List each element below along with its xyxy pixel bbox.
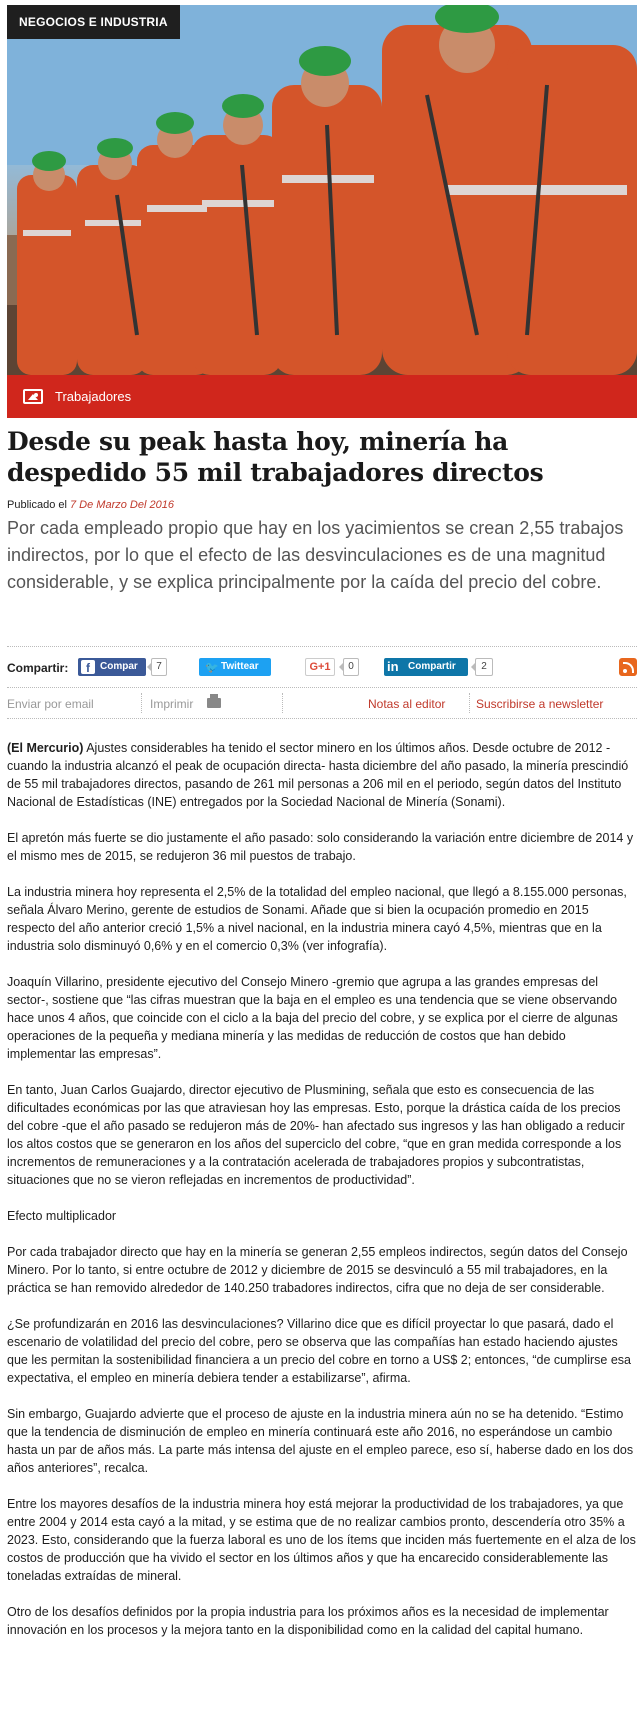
twitter-share-button[interactable]: [199, 658, 271, 676]
paragraph: Joaquín Villarino, presidente ejecutivo del Consejo Minero -gremio que agrupa a las grandes empresas del sector-, sostiene que “las cifras muestran que la baja en el empleo es una tendencia que se viene observando hace unos 4 años, que coincide con el ciclo a la baja del precio del cobre, y se explica por el cierre de algunas operaciones de la pequeña y mediana minería y las medidas de reducción de costos que han debido implementar las empresas”.: [7, 975, 618, 1061]
paragraph: El apretón más fuerte se dio justamente el año pasado: solo considerando la variación entre diciembre de 2014 y el mismo mes de 2015, se redujeron 36 mil puestos de trabajo.: [7, 831, 634, 863]
linkedin-share-button[interactable]: [384, 658, 468, 676]
share-bar: [7, 655, 637, 681]
article-tools: [7, 693, 637, 715]
divider: [7, 718, 637, 719]
paragraph: [7, 739, 637, 811]
paragraph: La industria minera hoy representa el 2,5% de la totalidad del empleo nacional, que llegó a 8.155.000 personas, señala Álvaro Merino, gerente de estudios de Sonami. Añade que si bien la ocupación promedio en 2015 respecto del año anterior creció 1,5% a nivel nacional, en la industria minera cayó 4,5%, mientras que en la industria solo disminuyó 0,6% y en el comercio 0,3% (ver infografía).: [7, 885, 627, 953]
subheading: Efecto multiplicador: [7, 1209, 117, 1223]
email-link[interactable]: Enviar por email: [7, 697, 94, 711]
facebook-share-count: 7: [151, 658, 167, 676]
share-label: Compartir:: [7, 661, 69, 675]
paragraph: Sin embargo, Guajardo advierte que el proceso de ajuste en la industria minera aún no se ha detenido. “Estimo que la tendencia de disminución de empleo en minería continuará este año 2016, no esperándose un cambio hasta un par de años más. La parte más intensa del ajuste en el empleo parece, eso sí, haberse dado en los dos años anteriores”, recalca.: [7, 1407, 634, 1475]
article-body: [7, 739, 637, 1657]
facebook-icon: f: [81, 660, 95, 674]
photo-caption: Trabajadores: [55, 389, 132, 404]
article-lead: Por cada empleado propio que hay en los yacimientos se crean 2,55 trabajos indirectos, por lo que el efecto de las desvinculaciones es de una magnitud considerable, y se explica principalmente por la caída del precio del cobre.: [7, 518, 624, 592]
divider: [7, 646, 637, 647]
miners-photo-illustration: [7, 5, 637, 375]
paragraph: Entre los mayores desafíos de la industria minera hoy está mejorar la productividad de los trabajadores, ya que entre 2004 y 2014 esta cayó a la mitad, y se estima que de no realizar cambios pronto, descendería otro 35% a 2023. Esto, considerando que la fuerza laboral es uno de los ítems que inciden más fuertemente en el alza de los costos de producción que ha vivido el sector en los últimos años y que ha encarecido considerablemente las toneladas extraídas de mineral.: [7, 1497, 636, 1583]
paragraph: En tanto, Juan Carlos Guajardo, director ejecutivo de Plusmining, señala que esto es consecuencia de las dificultades económicas por las que atraviesan hoy las empresas. Esto, porque la drástica caída de los precios del cobre -que el año pasado se redujeron más de 20%- han afectado sus ingresos y las han obligado a reducir los altos costos que se generaron en los años del superciclo del cobre, “que en gran medida corresponde a los incrementos de remuneraciones y a la contratación acelerada de trabajadores propios y subcontratistas, situaciones que no se vieron reflejadas en incrementos de productividad”.: [7, 1083, 625, 1187]
linkedin-share-count: 2: [475, 658, 493, 676]
byline: [7, 499, 174, 511]
hero-photo[interactable]: [7, 5, 637, 375]
image-icon: [23, 389, 43, 404]
tools-separator: [469, 693, 470, 713]
published-date: 7 De Marzo Del 2016: [70, 499, 174, 511]
twitter-share-label: Twittear: [221, 661, 259, 672]
paragraph: Por cada trabajador directo que hay en la minería se generan 2,55 empleos indirectos, según datos del Consejo Minero. Por lo tanto, si entre octubre de 2012 y diciembre de 2015 se desvinculó a 55 mil trabajadores, en la práctica se han removido alrededor de 140.250 trabadores indirectos, cifra que no deja de ser considerable.: [7, 1245, 628, 1295]
published-prefix: Publicado el: [7, 499, 67, 511]
section-tag[interactable]: NEGOCIOS E INDUSTRIA: [7, 5, 180, 39]
newsletter-link[interactable]: Suscribirse a newsletter: [476, 697, 604, 711]
facebook-share-label: Compar: [100, 661, 138, 672]
article-headline: Desde su peak hasta hoy, minería ha despedido 55 mil trabajadores directos: [7, 427, 544, 487]
tools-separator: [282, 693, 283, 713]
linkedin-icon: in: [387, 659, 399, 674]
article-page: [7, 5, 637, 1637]
source-label: (El Mercurio): [7, 741, 84, 755]
facebook-share-button[interactable]: [78, 658, 146, 676]
notes-to-editor-link[interactable]: Notas al editor: [368, 697, 446, 711]
divider: [7, 687, 637, 688]
paragraph-text: Ajustes considerables ha tenido el sector minero en los últimos años. Desde octubre de 2012 -cuando la industria alcanzó el peak de ocupación directa- hasta diciembre del año pasado, la minería prescindió de 55 mil trabajadores directos, pasando de 261 mil personas a 206 mil en el periodo, según datos del Instituto Nacional de Estadísticas (INE) entregados por la Sociedad Nacional de Minería (Sonami).: [7, 741, 629, 809]
photo-caption-bar[interactable]: [7, 375, 637, 418]
rss-icon[interactable]: [619, 658, 637, 676]
twitter-icon: 🐦: [205, 662, 219, 674]
googleplus-count: 0: [343, 658, 359, 676]
linkedin-share-label: Compartir: [408, 661, 456, 672]
paragraph: Otro de los desafíos definidos por la propia industria para los próximos años es la necesidad de implementar innovación en los procesos y la mejora tanto en la disponibilidad como en la calidad del capital humano.: [7, 1605, 609, 1637]
googleplus-button[interactable]: G+1: [305, 658, 335, 676]
printer-icon[interactable]: [207, 698, 221, 708]
tools-separator: [141, 693, 142, 713]
paragraph: ¿Se profundizarán en 2016 las desvinculaciones? Villarino dice que es difícil proyectar lo que pasará, dado el escenario de volatilidad del precio del cobre, pero se observa que las compañías han estado haciendo ajustes que les permitan la sostenibilidad financiera a un precio del cobre en torno a US$ 2; entonces, “de cumplirse esa expectativa, el empleo en minería debiera tender a estabilizarse”, afirma.: [7, 1317, 631, 1385]
print-link[interactable]: Imprimir: [150, 697, 194, 711]
